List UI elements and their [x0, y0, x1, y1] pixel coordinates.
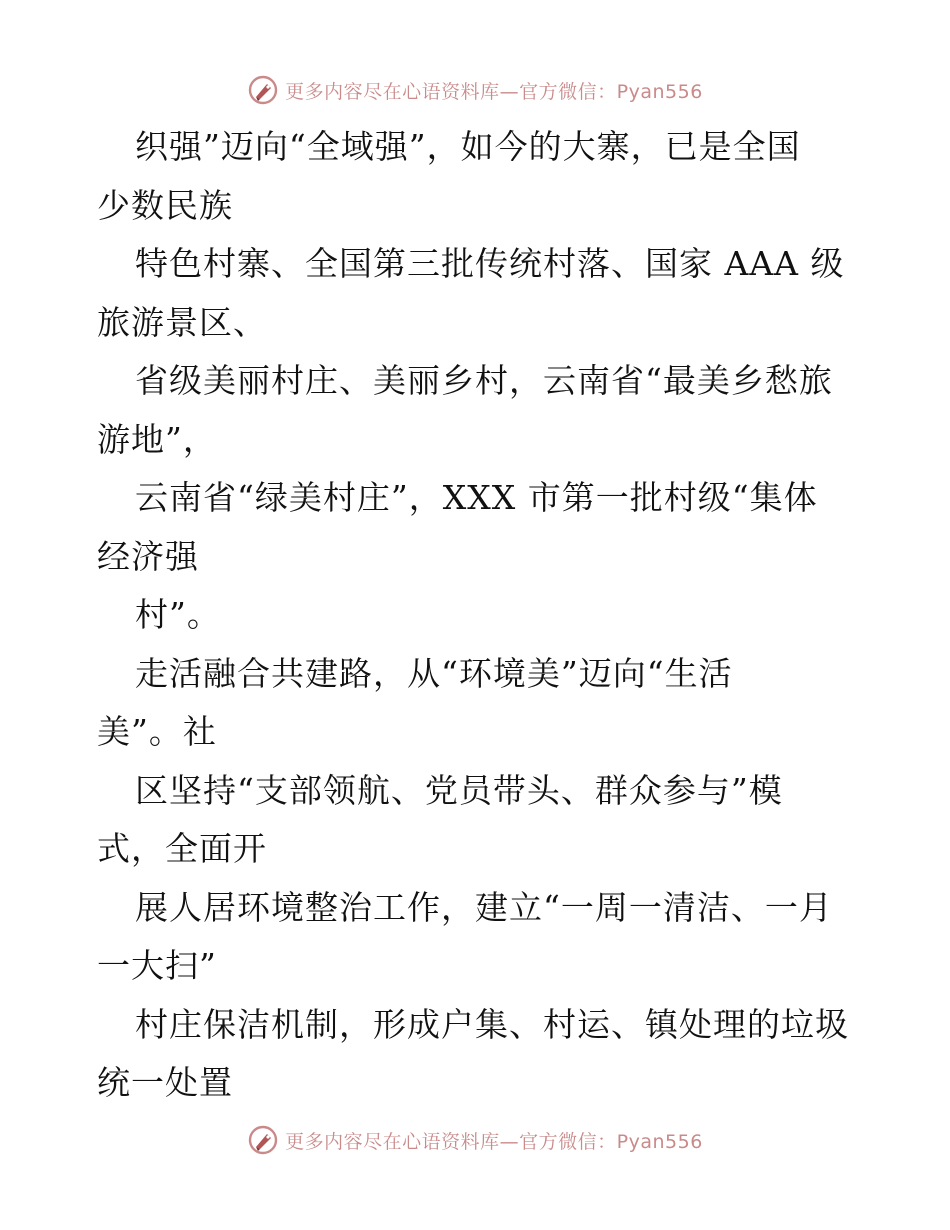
text-line: 旅游景区、 — [97, 302, 267, 342]
header-watermark — [0, 72, 950, 108]
text-line: 区坚持“支部领航、党员带头、群众参与”模 — [135, 770, 783, 810]
text-line: 村庄保洁机制，形成户集、村运、镇处理的垃圾 — [135, 1004, 849, 1044]
text-line: 走活融合共建路，从“环境美”迈向“生活 — [135, 653, 733, 693]
text-line: 式，全面开 — [97, 829, 267, 868]
document-body — [97, 118, 857, 1113]
text-line: 特色村寨、全国第三批传统村落、国家 AAA 级 — [135, 244, 845, 283]
text-line: 村”。 — [135, 595, 221, 634]
text-line: 美”。社 — [97, 712, 217, 751]
pen-nib-logo-icon — [247, 74, 279, 106]
text-line: 省级美丽村庄、美丽乡村，云南省“最美乡愁旅 — [135, 361, 833, 400]
text-line: 展人居环境整治工作，建立“一周一清洁、一月 — [135, 887, 833, 927]
text-line: 经济强 — [97, 536, 199, 576]
watermark-text: 更多内容尽在心语资料库—官方微信：Pyan556 — [285, 80, 703, 103]
pen-nib-logo-icon — [247, 1124, 279, 1156]
text-line: 云南省“绿美村庄”，XXX 市第一批村级“集体 — [135, 478, 818, 517]
text-line: 织强”迈向“全域强”，如今的大寨，已是全国 — [135, 127, 801, 166]
text-line: 一大扫” — [97, 946, 217, 985]
text-line: 少数民族 — [97, 185, 233, 225]
text-line: 游地”， — [97, 419, 217, 459]
footer-watermark — [0, 1122, 950, 1158]
watermark-text: 更多内容尽在心语资料库—官方微信：Pyan556 — [285, 1130, 703, 1153]
text-line: 统一处置 — [97, 1063, 233, 1102]
